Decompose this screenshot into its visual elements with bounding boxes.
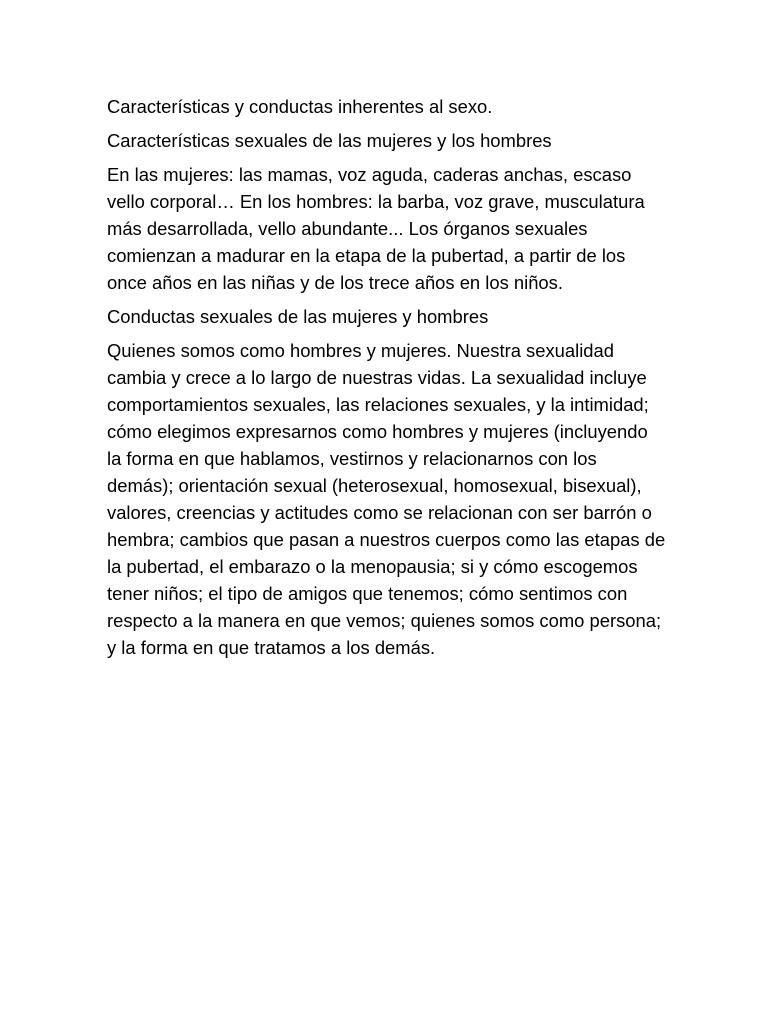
document-title: Características y conductas inherentes al sexo. xyxy=(107,96,493,117)
section-heading-characteristics: Características sexuales de las mujeres y los hombres xyxy=(107,130,552,151)
section-heading-conduct: Conductas sexuales de las mujeres y hombres xyxy=(107,306,489,327)
paragraph-conduct: Quienes somos como hombres y mujeres. Nuestra sexualidad cambia y crece a lo largo de nuestras vidas. La sexualidad incluye comportamientos sexuales, las relaciones sexuales, y la intimidad; cómo elegimos expresarnos como hombres y mujeres (incluyendo la forma en que hablamos, vestirnos y relacionarnos con los demás); orientación sexual (heterosexual, homosexual, bisexual), valores, creencias y actitudes como se relacionan con ser barrón o hembra; cambios que pasan a nuestros cuerpos como las etapas de la pubertad, el embarazo o la menopausia; si y cómo escogemos tener niños; el tipo de amigos que tenemos; cómo sentimos con respecto a la manera en que vemos; quienes somos como persona; y la forma en que tratamos a los demás. xyxy=(107,340,666,658)
document-body xyxy=(107,93,667,668)
paragraph-characteristics: En las mujeres: las mamas, voz aguda, caderas anchas, escaso vello corporal… En los hombres: la barba, voz grave, musculatura más desarrollada, vello abundante... Los órganos sexuales comienzan a madurar en la etapa de la pubertad, a partir de los once años en las niñas y de los trece años en los niños. xyxy=(107,164,645,293)
